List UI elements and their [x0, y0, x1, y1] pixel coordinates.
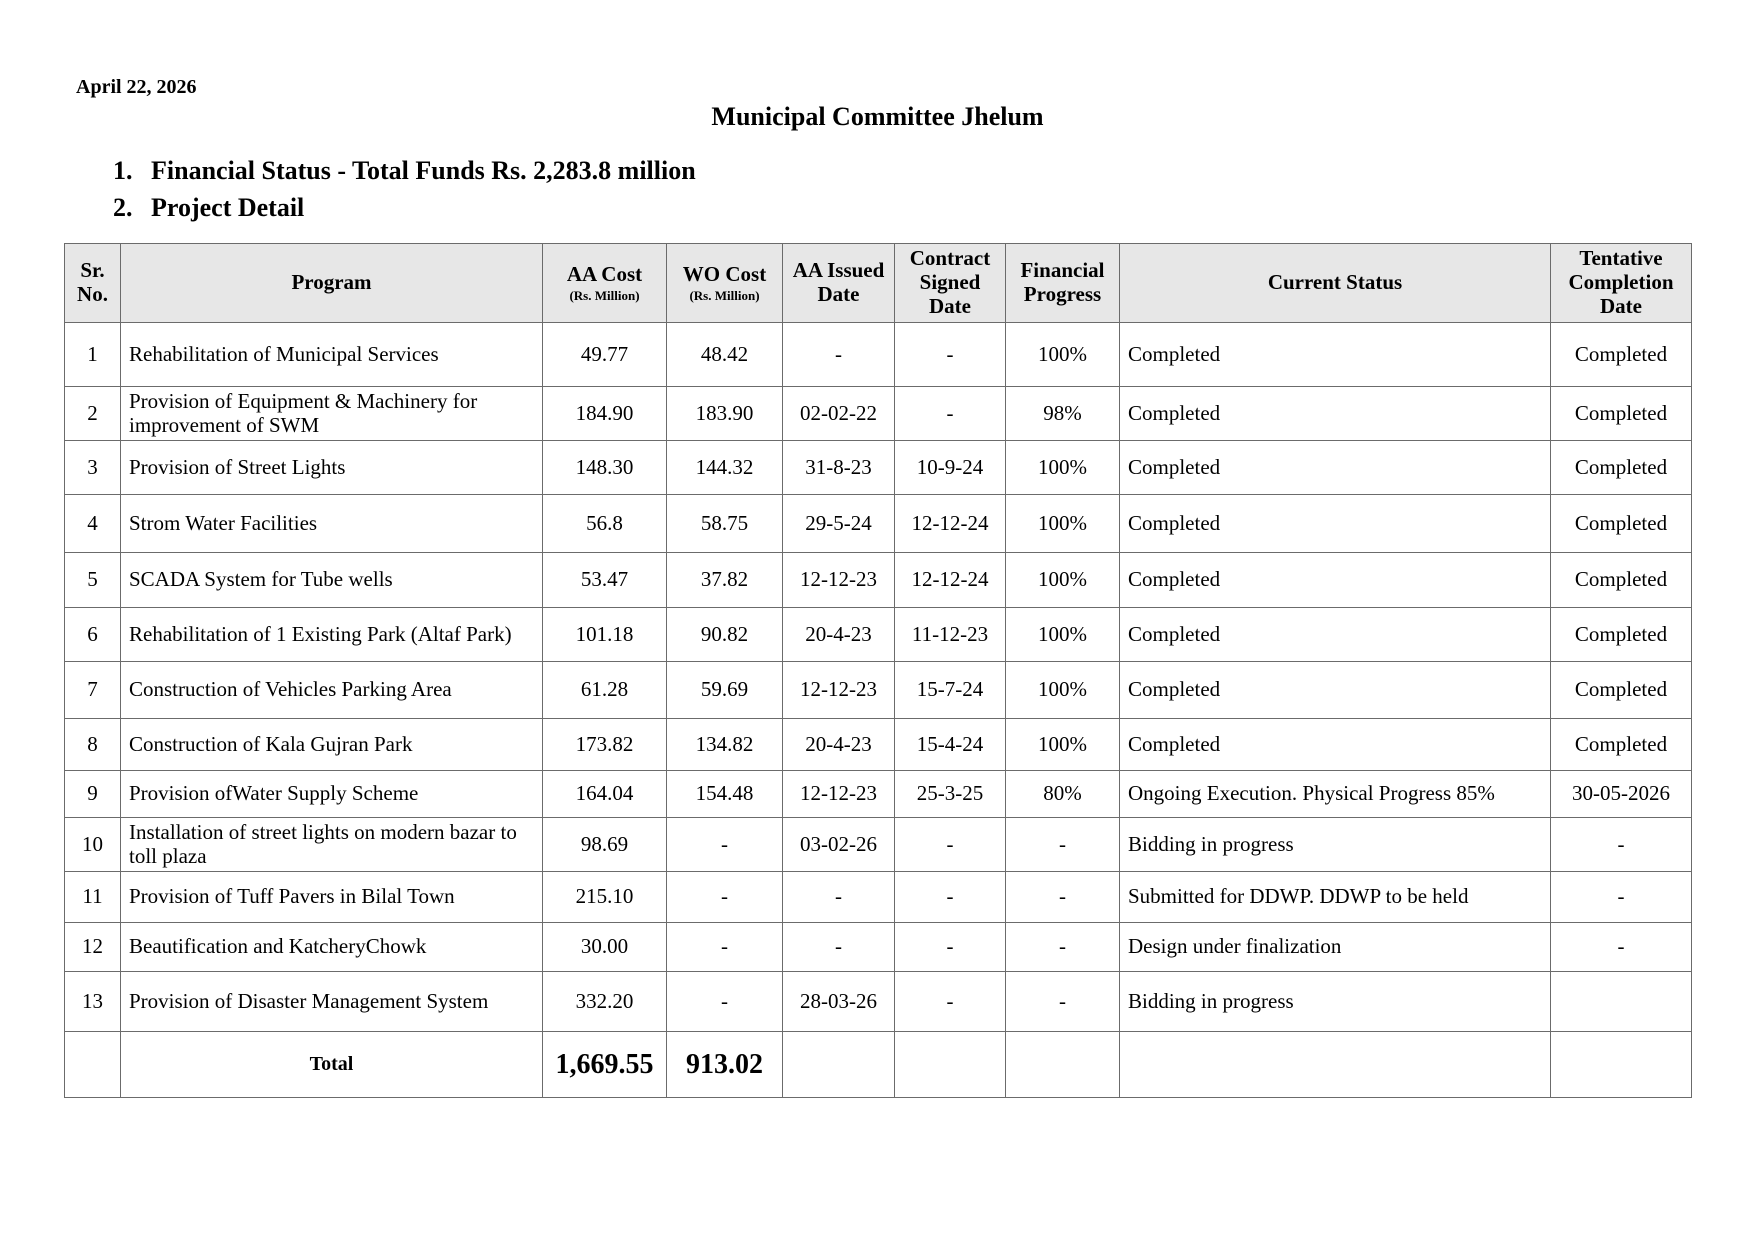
- cell-wo-cost: -: [667, 972, 783, 1032]
- cell-sr-no: 1: [65, 323, 121, 387]
- cell-program: Construction of Vehicles Parking Area: [121, 662, 543, 719]
- header-aa-cost-label: AA Cost: [566, 261, 643, 286]
- cell-aa-cost: 98.69: [543, 818, 667, 872]
- cell-completion-date: Completed: [1551, 662, 1692, 719]
- total-empty-cell: [783, 1032, 895, 1098]
- cell-wo-cost: 58.75: [667, 495, 783, 553]
- header-contract-signed-date: Contract Signed Date: [895, 244, 1006, 323]
- cell-program: Construction of Kala Gujran Park: [121, 719, 543, 771]
- cell-sr-no: 4: [65, 495, 121, 553]
- cell-aa-cost: 56.8: [543, 495, 667, 553]
- table-header-row: [65, 244, 1692, 323]
- cell-current-status: Completed: [1120, 608, 1551, 662]
- cell-completion-date: -: [1551, 923, 1692, 972]
- cell-financial-progress: 100%: [1006, 323, 1120, 387]
- header-wo-cost-unit: (Rs. Million): [689, 287, 760, 303]
- cell-financial-progress: -: [1006, 923, 1120, 972]
- cell-program: SCADA System for Tube wells: [121, 553, 543, 608]
- cell-aa-issued-date: 12-12-23: [783, 771, 895, 818]
- total-empty-cell: [895, 1032, 1006, 1098]
- cell-contract-signed-date: -: [895, 387, 1006, 441]
- document-title: Municipal Committee Jhelum: [711, 102, 1044, 131]
- cell-program: Strom Water Facilities: [121, 495, 543, 553]
- cell-current-status: Completed: [1120, 719, 1551, 771]
- cell-wo-cost: 154.48: [667, 771, 783, 818]
- header-financial-progress: Financial Progress: [1006, 244, 1120, 323]
- cell-wo-cost: 48.42: [667, 323, 783, 387]
- cell-program: Provision of Disaster Management System: [121, 972, 543, 1032]
- cell-sr-no: 7: [65, 662, 121, 719]
- cell-completion-date: Completed: [1551, 719, 1692, 771]
- cell-current-status: Ongoing Execution. Physical Progress 85%: [1120, 771, 1551, 818]
- table-row: [65, 818, 1692, 872]
- cell-current-status: Bidding in progress: [1120, 972, 1551, 1032]
- cell-contract-signed-date: 15-7-24: [895, 662, 1006, 719]
- cell-aa-issued-date: 03-02-26: [783, 818, 895, 872]
- cell-financial-progress: 100%: [1006, 553, 1120, 608]
- cell-current-status: Design under finalization: [1120, 923, 1551, 972]
- cell-wo-cost: 90.82: [667, 608, 783, 662]
- cell-completion-date: Completed: [1551, 553, 1692, 608]
- cell-program: Provision of Equipment & Machinery for improvement of SWM: [121, 387, 543, 441]
- total-row: [65, 1032, 1692, 1098]
- cell-wo-cost: 59.69: [667, 662, 783, 719]
- cell-aa-issued-date: 20-4-23: [783, 719, 895, 771]
- cell-aa-cost: 49.77: [543, 323, 667, 387]
- cell-program: Beautification and KatcheryChowk: [121, 923, 543, 972]
- cell-program: Provision of Tuff Pavers in Bilal Town: [121, 872, 543, 923]
- cell-financial-progress: -: [1006, 818, 1120, 872]
- cell-current-status: Completed: [1120, 441, 1551, 495]
- cell-contract-signed-date: 11-12-23: [895, 608, 1006, 662]
- section-heading: Financial Status - Total Funds Rs. 2,283.8 million: [151, 156, 696, 185]
- table-row: [65, 323, 1692, 387]
- cell-completion-date: [1551, 972, 1692, 1032]
- cell-program: Rehabilitation of Municipal Services: [121, 323, 543, 387]
- cell-aa-cost: 184.90: [543, 387, 667, 441]
- table-row: [65, 923, 1692, 972]
- cell-aa-cost: 30.00: [543, 923, 667, 972]
- cell-contract-signed-date: -: [895, 818, 1006, 872]
- total-empty-cell: [1006, 1032, 1120, 1098]
- cell-sr-no: 11: [65, 872, 121, 923]
- table-row: [65, 719, 1692, 771]
- cell-current-status: Bidding in progress: [1120, 818, 1551, 872]
- cell-wo-cost: 37.82: [667, 553, 783, 608]
- cell-financial-progress: 100%: [1006, 608, 1120, 662]
- section-heading: Project Detail: [151, 193, 305, 222]
- cell-contract-signed-date: -: [895, 923, 1006, 972]
- cell-program: Rehabilitation of 1 Existing Park (Altaf Park): [121, 608, 543, 662]
- cell-aa-cost: 215.10: [543, 872, 667, 923]
- section-financial-status: [113, 156, 696, 186]
- header-completion-date: Tentative Completion Date: [1551, 244, 1692, 323]
- cell-contract-signed-date: 25-3-25: [895, 771, 1006, 818]
- cell-contract-signed-date: -: [895, 323, 1006, 387]
- cell-financial-progress: -: [1006, 972, 1120, 1032]
- cell-sr-no: 6: [65, 608, 121, 662]
- cell-program: Provision of Street Lights: [121, 441, 543, 495]
- cell-current-status: Completed: [1120, 323, 1551, 387]
- document-date: April 22, 2026: [76, 76, 197, 98]
- cell-current-status: Completed: [1120, 553, 1551, 608]
- header-wo-cost: [667, 244, 783, 323]
- cell-sr-no: 12: [65, 923, 121, 972]
- project-detail-table: [64, 243, 1692, 1098]
- cell-wo-cost: 134.82: [667, 719, 783, 771]
- cell-aa-issued-date: 31-8-23: [783, 441, 895, 495]
- cell-aa-issued-date: -: [783, 323, 895, 387]
- cell-completion-date: Completed: [1551, 441, 1692, 495]
- cell-aa-issued-date: 29-5-24: [783, 495, 895, 553]
- cell-sr-no: 2: [65, 387, 121, 441]
- cell-financial-progress: 100%: [1006, 441, 1120, 495]
- total-aa-cost: 1,669.55: [543, 1032, 667, 1098]
- cell-aa-issued-date: 02-02-22: [783, 387, 895, 441]
- header-wo-cost-label: WO Cost: [682, 261, 767, 286]
- header-program: Program: [121, 244, 543, 323]
- cell-contract-signed-date: 15-4-24: [895, 719, 1006, 771]
- header-aa-issued-date: AA Issued Date: [783, 244, 895, 323]
- cell-aa-issued-date: 20-4-23: [783, 608, 895, 662]
- header-current-status: Current Status: [1120, 244, 1551, 323]
- cell-completion-date: 30-05-2026: [1551, 771, 1692, 818]
- cell-aa-cost: 53.47: [543, 553, 667, 608]
- cell-aa-cost: 164.04: [543, 771, 667, 818]
- cell-current-status: Completed: [1120, 387, 1551, 441]
- table-row: [65, 872, 1692, 923]
- cell-aa-issued-date: 12-12-23: [783, 553, 895, 608]
- cell-contract-signed-date: 12-12-24: [895, 553, 1006, 608]
- table-row: [65, 441, 1692, 495]
- total-sr-empty: [65, 1032, 121, 1098]
- cell-wo-cost: -: [667, 818, 783, 872]
- cell-financial-progress: 80%: [1006, 771, 1120, 818]
- cell-contract-signed-date: -: [895, 872, 1006, 923]
- cell-aa-cost: 61.28: [543, 662, 667, 719]
- cell-completion-date: -: [1551, 818, 1692, 872]
- total-label: Total: [121, 1032, 543, 1098]
- total-empty-cell: [1120, 1032, 1551, 1098]
- cell-sr-no: 3: [65, 441, 121, 495]
- cell-completion-date: Completed: [1551, 387, 1692, 441]
- cell-wo-cost: -: [667, 923, 783, 972]
- section-number: 2.: [113, 193, 133, 222]
- cell-wo-cost: 144.32: [667, 441, 783, 495]
- cell-contract-signed-date: -: [895, 972, 1006, 1032]
- cell-completion-date: -: [1551, 872, 1692, 923]
- cell-financial-progress: -: [1006, 872, 1120, 923]
- cell-financial-progress: 100%: [1006, 719, 1120, 771]
- cell-financial-progress: 98%: [1006, 387, 1120, 441]
- section-number: 1.: [113, 156, 133, 185]
- cell-aa-issued-date: 12-12-23: [783, 662, 895, 719]
- table-row: [65, 387, 1692, 441]
- cell-aa-issued-date: -: [783, 923, 895, 972]
- cell-contract-signed-date: 12-12-24: [895, 495, 1006, 553]
- cell-completion-date: Completed: [1551, 495, 1692, 553]
- table-row: [65, 553, 1692, 608]
- table-row: [65, 608, 1692, 662]
- cell-program: Installation of street lights on modern bazar to toll plaza: [121, 818, 543, 872]
- cell-current-status: Completed: [1120, 662, 1551, 719]
- table-row: [65, 972, 1692, 1032]
- cell-program: Provision ofWater Supply Scheme: [121, 771, 543, 818]
- table-row: [65, 495, 1692, 553]
- cell-sr-no: 9: [65, 771, 121, 818]
- cell-sr-no: 5: [65, 553, 121, 608]
- cell-aa-cost: 148.30: [543, 441, 667, 495]
- cell-current-status: Completed: [1120, 495, 1551, 553]
- table-row: [65, 662, 1692, 719]
- cell-aa-cost: 332.20: [543, 972, 667, 1032]
- cell-aa-issued-date: 28-03-26: [783, 972, 895, 1032]
- total-wo-cost: 913.02: [667, 1032, 783, 1098]
- cell-sr-no: 8: [65, 719, 121, 771]
- cell-aa-cost: 173.82: [543, 719, 667, 771]
- cell-completion-date: Completed: [1551, 608, 1692, 662]
- header-sr-no: Sr. No.: [65, 244, 121, 323]
- cell-wo-cost: -: [667, 872, 783, 923]
- total-empty-cell: [1551, 1032, 1692, 1098]
- cell-contract-signed-date: 10-9-24: [895, 441, 1006, 495]
- header-aa-cost: [543, 244, 667, 323]
- cell-aa-cost: 101.18: [543, 608, 667, 662]
- cell-current-status: Submitted for DDWP. DDWP to be held: [1120, 872, 1551, 923]
- header-aa-cost-unit: (Rs. Million): [569, 287, 640, 303]
- cell-sr-no: 13: [65, 972, 121, 1032]
- cell-wo-cost: 183.90: [667, 387, 783, 441]
- cell-completion-date: Completed: [1551, 323, 1692, 387]
- cell-financial-progress: 100%: [1006, 495, 1120, 553]
- cell-financial-progress: 100%: [1006, 662, 1120, 719]
- cell-aa-issued-date: -: [783, 872, 895, 923]
- cell-sr-no: 10: [65, 818, 121, 872]
- table-row: [65, 771, 1692, 818]
- section-project-detail: [113, 193, 304, 223]
